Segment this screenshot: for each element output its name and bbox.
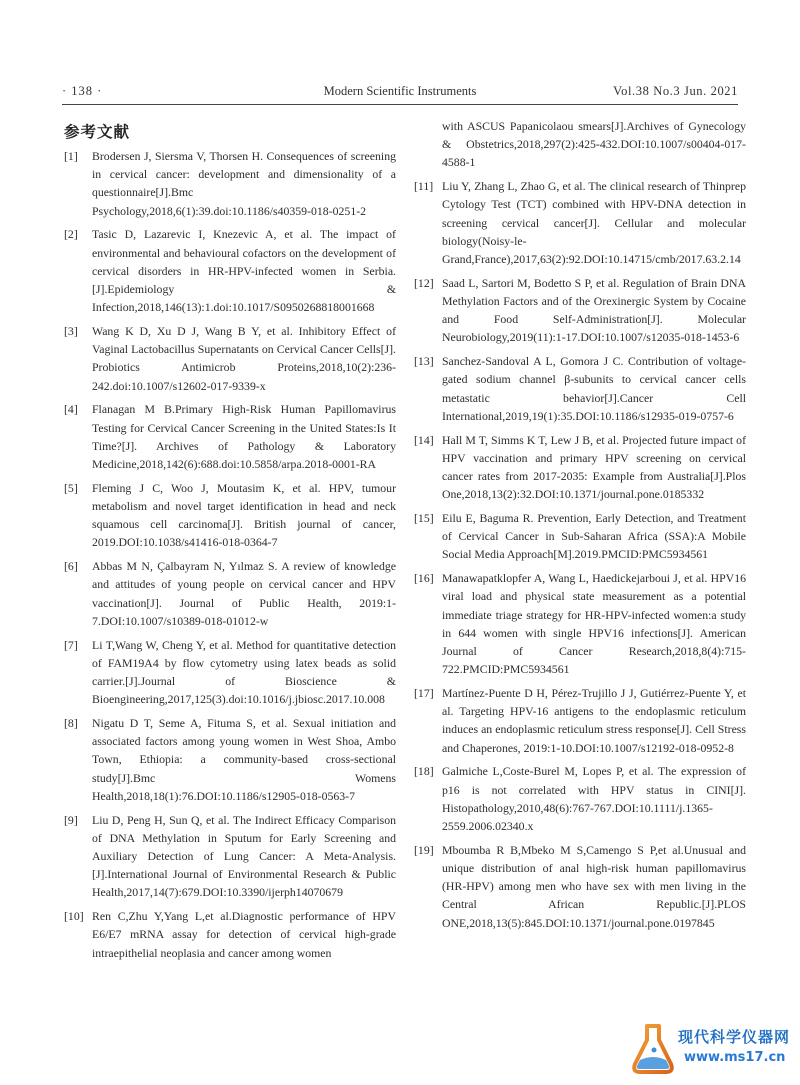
reference-text: Mboumba R B,Mbeko M S,Camengo S P,et al.Unusual and unique distribution of anal high-risk human papillomavirus (HR-HPV) among men who have sex with men living in the Central African Republic.[J].PLOS ONE,2018,13(5):845.DOI:10.1371/journal.pone.0197845 [442, 842, 746, 930]
reference-item [64, 479, 396, 552]
reference-text: Flanagan M B.Primary High-Risk Human Papillomavirus Testing for Cervical Cancer Screening in the United States:Is It Time?[J]. Archives of Pathology & Laboratory Medicine,2018,142(6):688.doi:10.5858/arpa.2018-0001-RA [92, 402, 396, 472]
reference-number: [6] [64, 559, 78, 574]
reference-number: [14] [414, 432, 434, 447]
reference-item [64, 636, 396, 709]
reference-item [414, 762, 746, 835]
reference-item [64, 322, 396, 395]
volume-info: Vol.38 No.3 Jun. 2021 [613, 84, 738, 98]
reference-item [414, 274, 746, 347]
reference-item [414, 509, 746, 564]
reference-item [64, 907, 396, 962]
reference-item [414, 177, 746, 268]
reference-item [414, 352, 746, 425]
journal-name: Modern Scientific Instruments [323, 84, 477, 98]
reference-continuation [414, 117, 746, 172]
reference-number: [8] [64, 716, 78, 731]
left-column [64, 147, 396, 967]
reference-number: [10] [64, 909, 84, 924]
site-name: 现代科学仪器网 [678, 1028, 791, 1046]
reference-number: [9] [64, 812, 78, 827]
reference-text: Li T,Wang W, Cheng Y, et al. Method for quantitative detection of FAM19A4 by flow cytometry using latex beads as solid carrier.[J].Journal of Bioscience & Bioengineering,2017,125(3).doi:10.1016/j.jbiosc.2017.10.008 [92, 637, 396, 707]
reference-number: [1] [64, 149, 78, 163]
reference-text: Fleming J C, Woo J, Moutasim K, et al. HPV, tumour metabolism and novel target identification in head and neck squamous cell carcinoma[J]. British journal of cancer, 2019.DOI:10.1038/s41416-018-0364-7 [92, 480, 396, 550]
reference-item [64, 147, 396, 220]
reference-number: [16] [414, 571, 434, 586]
flask-icon [628, 1020, 678, 1078]
reference-number: [18] [414, 764, 434, 779]
reference-text: Eilu E, Baguma R. Prevention, Early Detection, and Treatment of Cervical Cancer in Sub-Saharan Africa (SSA):A Mobile Social Media Approach[M].2019.PMCID:PMC5934561 [442, 511, 746, 562]
reference-text: Ren C,Zhu Y,Yang L,et al.Diagnostic performance of HPV E6/E7 mRNA assay for detection of cervical high-grade intraepithelial neoplasia and cancer among women [92, 909, 396, 960]
reference-text: with ASCUS Papanicolaou smears[J].Archives of Gynecology & Obstetrics,2018,297(2):425-432.DOI:10.1007/s00404-017-4588-1 [442, 119, 746, 170]
reference-item [64, 811, 396, 902]
reference-text: Galmiche L,Coste-Burel M, Lopes P, et al. The expression of p16 is not correlated with HPV status in CINI[J]. Histopathology,2010,48(6):767-767.DOI:10.1111/j.1365-2559.2006.02340.x [442, 764, 746, 834]
reference-text: Hall M T, Simms K T, Lew J B, et al. Projected future impact of HPV vaccination and primary HPV screening on cervical cancer rates from 2017-2035: Example from Australia[J].Plos One,2018,13(2):32.DOI:10.1371/journal.pone.0185332 [442, 432, 746, 502]
reference-text: Manawapatklopfer A, Wang L, Haedickejarboui J, et al. HPV16 viral load and physical state measurement as a potential immediate triage strategy for HR-HPV-infected women:a study in 644 women with single HPV16 infections[J]. American Journal of Cancer Research,2018,8(4):715-722.PMCID:PMC5934561 [442, 571, 746, 677]
reference-item [64, 714, 396, 805]
reference-number: [7] [64, 637, 78, 652]
reference-number: [11] [414, 179, 434, 194]
reference-number: [2] [64, 227, 78, 242]
site-watermark-logo [628, 1020, 791, 1078]
reference-text: Liu D, Peng H, Sun Q, et al. The Indirect Efficacy Comparison of DNA Methylation in Sputum for Early Screening and Auxiliary Detection of Lung Cancer: A Meta-Analysis.[J].International Journal of Environmental Research & Public Health,2017,14(7):679.DOI:10.3390/ijerph14070679 [92, 812, 396, 900]
reference-text: Saad L, Sartori M, Bodetto S P, et al. Regulation of Brain DNA Methylation Factors and of the Orexinergic System by Cocaine and Food Self-Administration[J]. Molecular Neurobiology,2019(11):1-17.DOI:10.1007/s12035-018-1453-6 [442, 275, 746, 345]
reference-item [414, 569, 746, 678]
reference-text: Tasic D, Lazarevic I, Knezevic A, et al. The impact of environmental and behavioural cofactors on the development of cervical disorders in HR-HPV-infected women in Serbia.[J].Epidemiology & Infection,2018,146(13):1.doi:10.1017/S0950268818001668 [92, 227, 396, 315]
reference-text: Nigatu D T, Seme A, Fituma S, et al. Sexual initiation and associated factors among young women in West Shoa, Ambo Town, Ethiopia: a community-based cross-sectional study[J].Bmc Womens Health,2018,18(1):76.DOI:10.1186/s12905-018-0563-7 [92, 716, 396, 803]
reference-number: [4] [64, 402, 78, 417]
reference-item [414, 684, 746, 757]
reference-item [64, 400, 396, 473]
site-url: www.ms17.cn [684, 1050, 786, 1065]
reference-number: [19] [414, 842, 434, 857]
right-column [414, 117, 746, 937]
reference-text: Brodersen J, Siersma V, Thorsen H. Consequences of screening in cervical cancer: development and dimensionality of a questionnaire[J].Bmc Psychology,2018,6(1):39.doi:10.1186/s40359-018-0251-2 [92, 149, 396, 218]
reference-text: Wang K D, Xu D J, Wang B Y, et al. Inhibitory Effect of Vaginal Lactobacillus Supernatants on Cervical Cancer Cells[J]. Probiotics Antimicrob Proteins,2018,10(2):236-242.doi:10.1007/s12602-017-9339-x [92, 324, 396, 393]
page-number: · 138 · [62, 84, 103, 98]
reference-text: Abbas M N, Çalbayram N, Yılmaz S. A review of knowledge and attitudes of young people on cervical cancer and HPV vaccination[J]. Journal of Public Health, 2019:1-7.DOI:10.1007/s10389-018-01012-w [92, 559, 396, 628]
reference-number: [13] [414, 354, 434, 369]
reference-number: [15] [414, 511, 434, 526]
reference-text: Sanchez-Sandoval A L, Gomora J C. Contribution of voltage-gated sodium channel β-subunits to cervical cancer cells metastatic behavior[J].Cancer Cell International,2019,19(1):35.DOI:10.1186/s12935-019-0757-6 [442, 354, 746, 423]
reference-text: Liu Y, Zhang L, Zhao G, et al. The clinical research of Thinprep Cytology Test (TCT) combined with HPV-DNA detection in screening cervical cancer[J]. Cellular and molecular biology(Noisy-le-Grand,France),2017,63(2):92.DOI:10.14715/cmb/2017.63.2.14 [442, 179, 746, 267]
reference-item [64, 225, 396, 316]
reference-item [414, 431, 746, 504]
reference-number: [12] [414, 275, 434, 290]
reference-text: Martínez-Puente D H, Pérez-Trujillo J J, Gutiérrez-Puente Y, et al. Targeting HPV-16 antigens to the endoplasmic reticulum induces an endoplasmic reticulum stress response[J]. Cell Stress and Chaperones, 2019:1-10.DOI:10.1007/s12192-018-0952-8 [442, 686, 746, 755]
reference-number: [3] [64, 324, 78, 339]
section-title: 参考文献 [64, 123, 131, 141]
reference-number: [5] [64, 480, 78, 495]
reference-item [64, 557, 396, 630]
reference-item [414, 841, 746, 932]
running-header [62, 84, 738, 104]
header-rule [62, 104, 738, 105]
reference-number: [17] [414, 686, 434, 701]
